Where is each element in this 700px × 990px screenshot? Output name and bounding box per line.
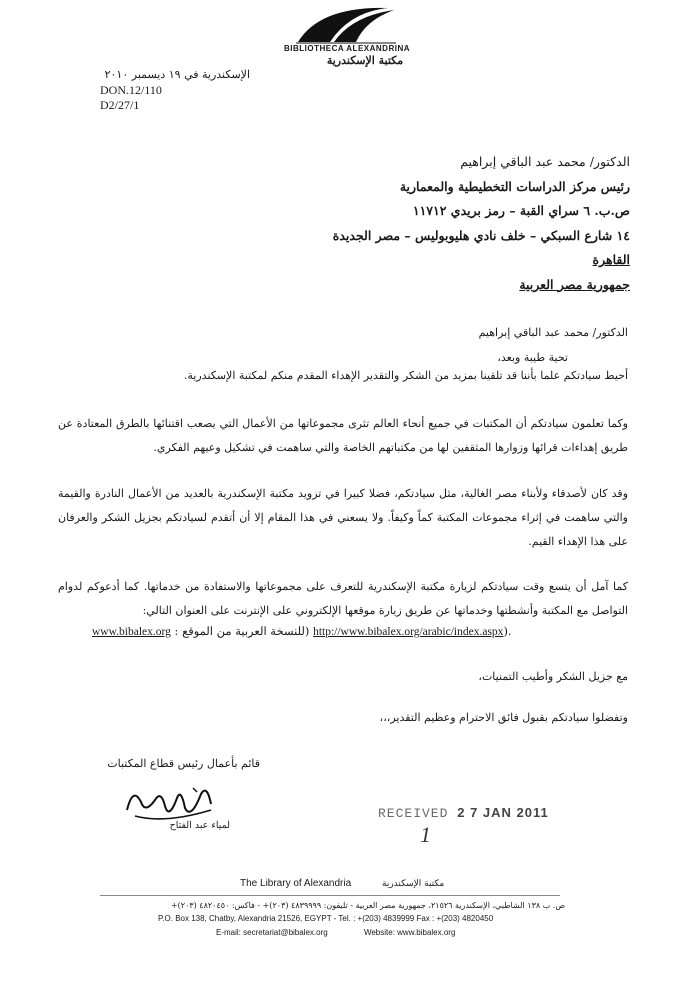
arabic-website-link[interactable]: http://www.bibalex.org/arabic/index.aspx [313, 626, 504, 638]
received-label: RECEIVED [378, 806, 449, 821]
closing-regards: وتفضلوا سيادتكم بقبول فائق الاحترام وعظيم التقدير،،، [379, 711, 628, 724]
footer-email[interactable]: E-mail: secretariat@bibalex.org [216, 928, 328, 937]
footer-name-en: The Library of Alexandria [240, 878, 352, 889]
paragraph-1: أحيط سيادتكم علما بأننا قد تلقينا بمزيد من الشكر والتقدير الإهداء المقدم منكم لمكتبة الإسكندرية. [183, 369, 628, 382]
recipient-city: القاهرة [592, 252, 630, 267]
handwritten-page-number: 1 [420, 822, 431, 847]
recipient-position: رئيس مركز الدراسات التخطيطية والمعمارية [399, 178, 630, 194]
date-block [100, 68, 250, 113]
footer-divider [100, 895, 560, 896]
footer-website[interactable]: Website: www.bibalex.org [363, 928, 456, 937]
paragraph-4: كما آمل أن يتسع وقت سيادتكم لزيارة مكتبة الإسكندرية للتعرف على مجموعاتها والاستفادة من خدماتها. كما أدعوكم لدوام التواصل مع المكتبة وأنشطتها وخدماتها عن طريق زيارة موقعها الإلكتروني على الإنترنت على العنوان التالي: [58, 580, 628, 617]
paragraph-2: وكما تعلمون سيادتكم أن المكتبات في جميع أنحاء العالم تثرى مجموعاتها من الأعمال التي يصعب اقتنائها بالطرق المعتادة عن طريق إهداءات قرائها وزوارها المثقفين لها من مكتباتهم الخاصة والتي ساهمت في تشكيل وعيهم الفكري. [58, 417, 628, 454]
paragraph-3: وقد كان لأصدقاء ولأبناء مصر الغالية، مثل سيادتكم، فضلا كبيرا في تزويد مكتبة الإسكندرية بالعديد من الأعمال النادرة والقيمة والتي ساهمت في إثراء مجموعات المكتبة كماً وكيفاً. ولا يسعني في هذا المقام إلا أن أتقدم لسيادتكم بجزيل الشكر والعرفان على هذا الإهداء القيم. [58, 487, 628, 548]
letterhead-org-ar: مكتبة الإسكندرية [326, 54, 404, 67]
recipient-country: جمهورية مصر العربية [519, 276, 630, 292]
recipient-street: ١٤ شارع السبكي – خلف نادي هليوبوليس – مصر الجديدة [332, 227, 630, 243]
recipient-address [70, 150, 630, 297]
website-line [92, 624, 652, 638]
greeting: تحية طيبة وبعد، [497, 351, 568, 364]
website-note: (للنسخة العربية من الموقع : [174, 624, 310, 638]
bibliotheca-logo-icon [290, 4, 400, 46]
reference-number-2: D2/27/1 [100, 98, 140, 112]
recipient-pobox: ص.ب. ٦ سراي القبة – رمز بريدي ١١٧١٢ [412, 203, 630, 218]
reference-number-1: DON.12/110 [100, 83, 162, 97]
footer-address-ar: ص. ب ١٣٨ الشاطبي، الإسكندرية ٢١٥٢٦، جمهورية مصر العربية - تليفون: ٤٨٣٩٩٩٩ (٢٠٣)+ - فاكس: ٤٨٢٠٤٥٠ (٢٠٣)+ [170, 901, 565, 910]
letterhead-org-en: BIBLIOTHECA ALEXANDRINA [283, 44, 410, 53]
salutation-name: الدكتور/ محمد عبد الباقي إبراهيم [478, 326, 628, 339]
received-date: 2 7 JAN 2011 [457, 805, 549, 820]
salutation [228, 320, 628, 370]
received-stamp [378, 805, 549, 821]
website-close: ). [503, 624, 512, 638]
recipient-name: الدكتور/ محمد عبد الباقي إبراهيم [460, 154, 630, 169]
footer-name-ar: مكتبة الإسكندرية [382, 879, 445, 889]
letter-date: الإسكندرية في ١٩ ديسمبر ٢٠١٠ [104, 68, 250, 81]
footer-address-en: P.O. Box 138, Chatby, Alexandria 21526, EGYPT - Tel. : +(203) 4839999 Fax : +(203) 4820450 [158, 914, 494, 923]
website-link[interactable]: www.bibalex.org [92, 626, 171, 638]
signatory-name: لمياء عبد الفتاح [169, 820, 230, 831]
closing-thanks: مع جزيل الشكر وأطيب التمنيات، [478, 670, 628, 683]
signatory-title: قائم بأعمال رئيس قطاع المكتبات [107, 757, 260, 770]
footer-contacts [216, 928, 489, 937]
